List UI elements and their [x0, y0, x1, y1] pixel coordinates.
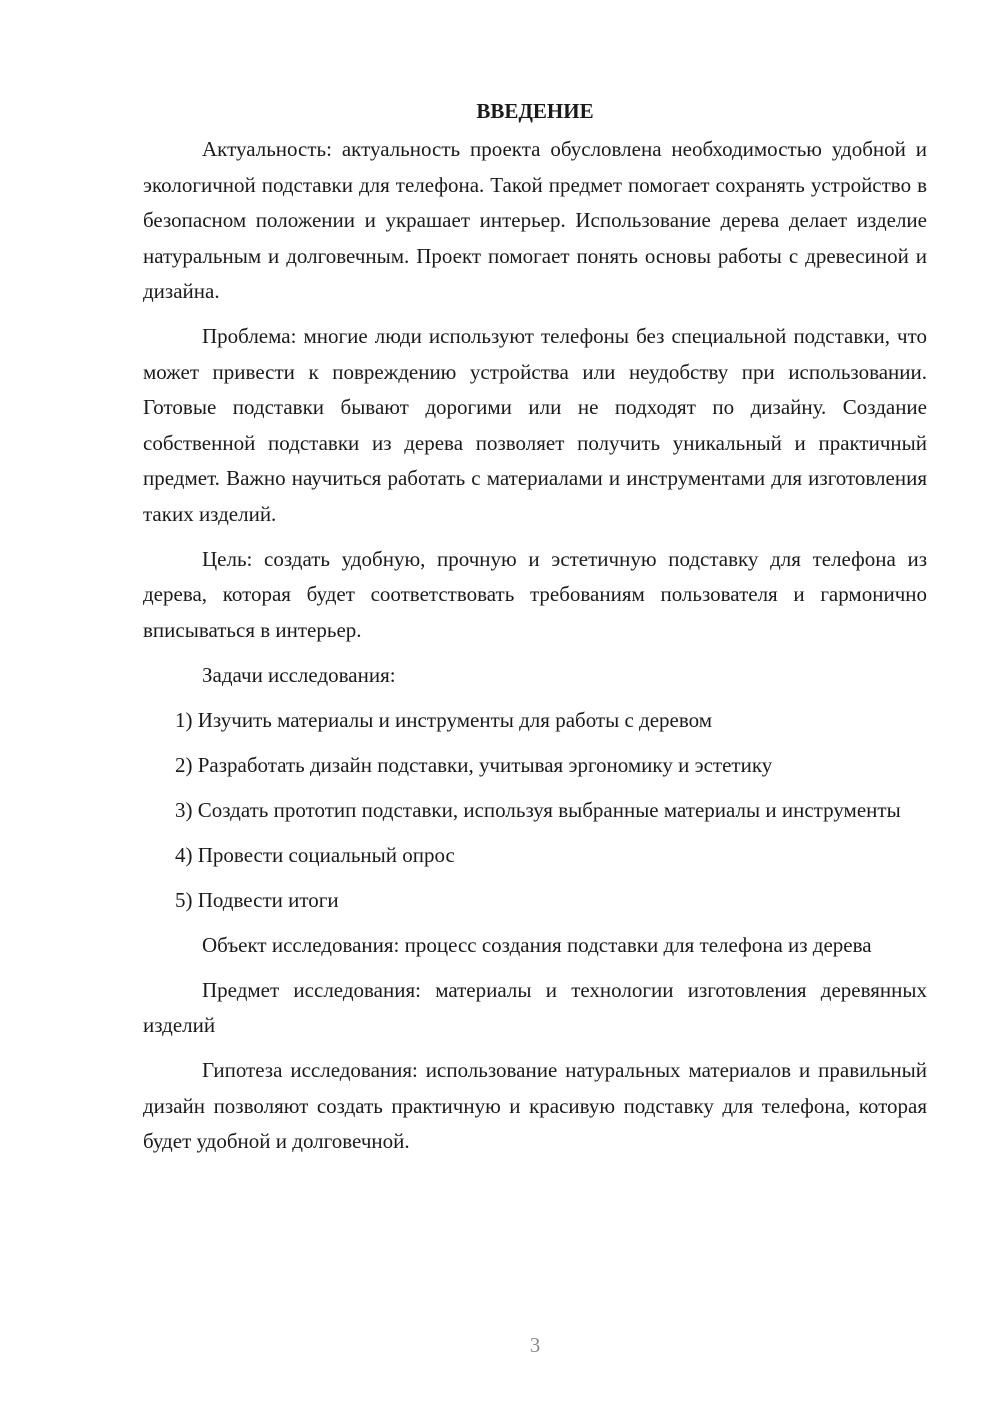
goal-paragraph: Цель: создать удобную, прочную и эстетичную подставку для телефона из дерева, которая будет соответствовать требованиям пользователя и гармонично вписываться в интерьер.: [143, 546, 927, 642]
relevance-paragraph: Актуальность: актуальность проекта обусловлена необходимостью удобной и экологичной подставки для телефона. Такой предмет помогает сохранять устройство в безопасном положении и украшает интерьер. Использование дерева делает изделие натуральным и долговечным. Проект помогает понять основы работы с древесиной и дизайна.: [143, 137, 927, 303]
subject-paragraph: Предмет исследования: материалы и технологии изготовления деревянных изделий: [143, 977, 927, 1037]
task-item-3: 3) Создать прототип подставки, используя выбранные материалы и инструменты: [175, 797, 901, 822]
page-number: 3: [529, 1333, 541, 1357]
task-item-5: 5) Подвести итоги: [175, 887, 339, 912]
tasks-heading: Задачи исследования:: [202, 662, 396, 687]
section-title: ВВЕДЕНИЕ: [476, 99, 594, 123]
problem-paragraph: Проблема: многие люди используют телефоны без специальной подставки, что может привести к повреждению устройства или неудобству при использовании. Готовые подставки бывают дорогими или не подходят по дизайну. Создание собственной подставки из дерева позволяет получить уникальный и практичный предмет. Важно научиться работать с материалами и инструментами для изготовления таких изделий.: [143, 324, 927, 526]
hypothesis-paragraph: Гипотеза исследования: использование натуральных материалов и правильный дизайн позволяют создать практичную и красивую подставку для телефона, которая будет удобной и долговечной.: [143, 1058, 927, 1153]
task-item-4: 4) Провести социальный опрос: [175, 842, 455, 867]
page-content: [143, 96, 927, 1160]
object-paragraph: Объект исследования: процесс создания подставки для телефона из дерева: [202, 932, 872, 957]
task-item-2: 2) Разработать дизайн подставки, учитывая эргономику и эстетику: [175, 752, 773, 777]
task-item-1: 1) Изучить материалы и инструменты для работы с деревом: [175, 707, 713, 732]
